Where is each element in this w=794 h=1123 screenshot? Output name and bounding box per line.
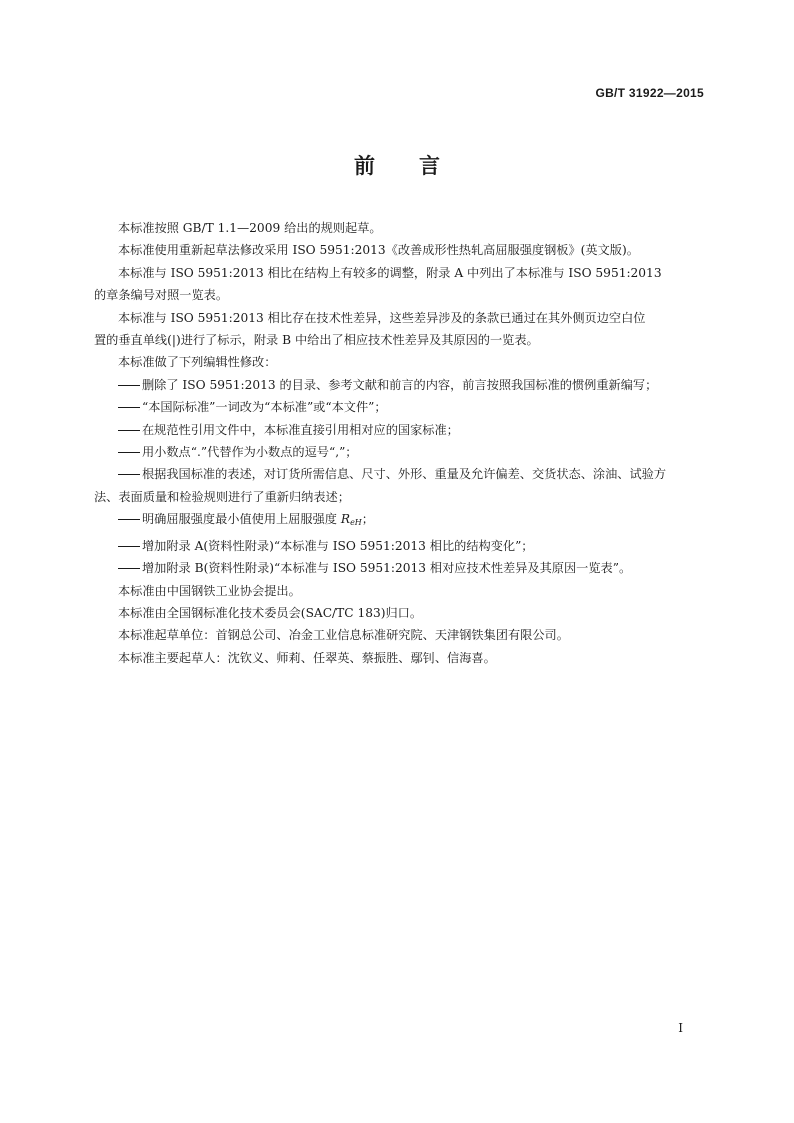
dash-mark [118,407,140,408]
dash-item: 用小数点“.”代替作为小数点的逗号“,”； [118,441,708,463]
dash-mark [118,474,140,475]
paragraph: 本标准按照 GB/T 1.1—2009 给出的规则起草。 [118,221,382,235]
dash-mark [118,385,140,386]
dash-mark [118,568,140,569]
page-number: I [678,1021,683,1035]
paragraph: 本标准使用重新起草法修改采用 ISO 5951:2013《改善成形性热轧高屈服强度钢板》(英文版)。 [118,243,639,258]
paragraph: 本标准做了下列编辑性修改： [118,355,277,370]
paragraph: 本标准与 ISO 5951:2013 相比存在技术性差异，这些差异涉及的条款已通过在其外侧页边空白位 置的垂直单线(|)进行了标示，附录 B 中给出了相应技术性差异及其原因的一览表。 [94,310,646,348]
closing-paragraph: 本标准起草单位：首钢总公司、冶金工业信息标准研究院、天津钢铁集团有限公司。 [118,628,569,643]
dash-item: 明确屈服强度最小值使用上屈服强度 $R_{eH}$； [118,508,708,534]
dash-mark [118,519,140,520]
standard-code: GB/T 31922—2015 [595,86,704,100]
paragraph: 本标准与 ISO 5951:2013 相比在结构上有较多的调整，附录 A 中列出了本标准与 ISO 5951:2013 的章条编号对照一览表。 [94,265,662,303]
page-title: 前言 [354,153,484,178]
symbol-r-eh: $R_{eH}$ [340,512,362,528]
dash-item: 在规范性引用文件中，本标准直接引用相对应的国家标准； [118,419,708,441]
dash-item: “本国际标准”一词改为“本标准”或“本文件”； [118,396,708,418]
dash-mark [118,452,140,453]
dash-item: 增加附录 B(资料性附录)“本标准与 ISO 5951:2013 相对应技术性差异及其原因一览表”。 [118,557,708,579]
closing-paragraph: 本标准主要起草人：沈钦义、师莉、任翠英、蔡振胜、鄢钊、信海喜。 [118,650,496,665]
dash-item: 增加附录 A(资料性附录)“本标准与 ISO 5951:2013 相比的结构变化”； [118,535,708,557]
closing-paragraph: 本标准由中国钢铁工业协会提出。 [118,583,301,598]
dash-item: 根据我国标准的表述，对订货所需信息、尺寸、外形、重量及允许偏差、交货状态、涂油、试验方 法、表面质量和检验规则进行了重新归纳表述； [94,467,667,504]
closing-paragraph: 本标准由全国钢标准化技术委员会(SAC/TC 183)归口。 [118,605,423,620]
dash-item: 删除了 ISO 5951:2013 的目录、参考文献和前言的内容，前言按照我国标准的惯例重新编写； [118,374,708,396]
foreword-body [94,217,708,669]
dash-mark [118,430,140,431]
dash-mark [118,546,140,547]
